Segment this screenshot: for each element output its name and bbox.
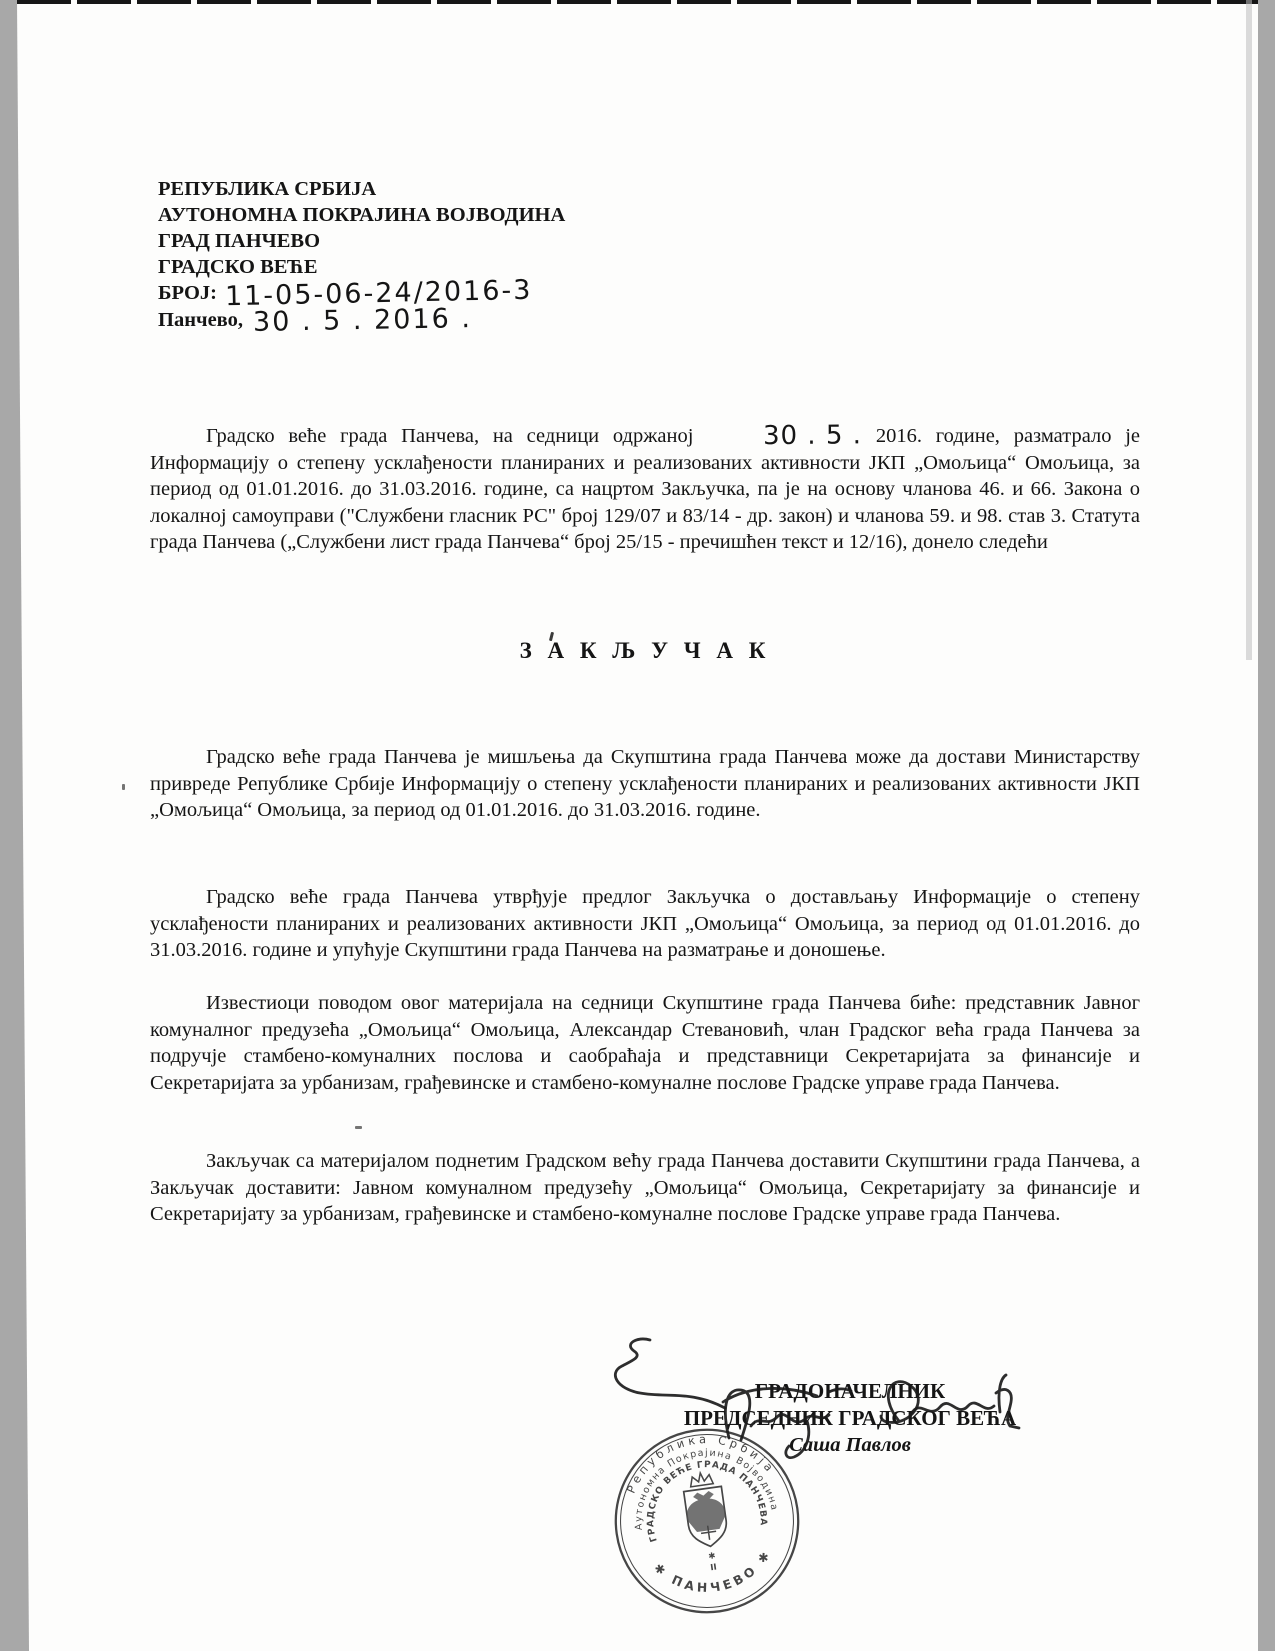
document-number-line bbox=[158, 274, 565, 313]
scan-edge-left bbox=[0, 0, 30, 1651]
signatory-name: Саша Павлов bbox=[789, 1434, 911, 1456]
stamp-bottom-text: ✱ ПАНЧЕВО ✱ bbox=[651, 1546, 775, 1596]
paragraph-opinion: Градско веће града Панчева је мишљења да Скупштина града Панчева може да достави Министарству привреде Републике Србије Информацију о степену усклађености планираних и реализованих активности ЈКП „Омољица“ Омољица, за период од 01.01.2016. до 31.03.2016. године. bbox=[150, 746, 1140, 821]
stamp-inner-ring-text: ГРАДСКО ВЕЋЕ ГРАДА ПАНЧЕВА bbox=[646, 1460, 768, 1543]
letterhead-line-province: АУТОНОМНА ПОКРАЈИНА ВОЈВОДИНА bbox=[158, 204, 566, 226]
signatory-title-council-president: ПРЕДСЕДНИК ГРАДСКОГ ВЕЋА bbox=[683, 1406, 1017, 1430]
paragraph-rapporteurs: Известиоци поводом овог материјала на седници Скупштине града Панчева биће: представник Јавног комуналног предузећа „Омољица“ Омољица, Александар Стевановић, члан Градског већа града Панчева за подручје стамбено-комуналних послова и саобраћаја и представници Секретаријата за финансије и Секретаријата за урбанизам, грађевинске и стамбено-комуналне послове Градске управе града Панчева. bbox=[150, 992, 1140, 1094]
signature-stroke bbox=[881, 1382, 918, 1423]
signature-stroke bbox=[615, 1339, 725, 1408]
paragraph-proposal: Градско веће града Панчева утврђује предлог Закључка о достављању Информације о степену усклађености планираних и реализованих активности ЈКП „Омољица“ Омољица, за период од 01.01.2016. до 31.03.2016. године и упућује Скупштини града Панчева на разматрање и доношење. bbox=[150, 886, 1140, 961]
letterhead-line-republic: РЕПУБЛИКА СРБИЈА bbox=[158, 178, 377, 200]
signature-stroke bbox=[751, 1414, 829, 1457]
signatory-title-mayor: ГРАДОНАЧЕЛНИК bbox=[754, 1379, 946, 1403]
paragraph-intro bbox=[150, 420, 1141, 556]
intro-before-date: Градско веће града Панчева, на седници одржаној bbox=[206, 425, 694, 447]
signature-stroke bbox=[911, 1403, 994, 1414]
letterhead bbox=[158, 176, 566, 338]
scan-edge-right bbox=[1258, 0, 1275, 1651]
handwritten-number: 11-05-06-24/2016-3 bbox=[224, 274, 533, 313]
document-title: З А К Љ У Ч А К bbox=[519, 638, 771, 663]
signature-stroke bbox=[829, 1389, 851, 1392]
handwritten-signature bbox=[593, 1320, 1023, 1480]
letterhead-line-council: ГРАДСКО ВЕЋЕ bbox=[158, 256, 318, 278]
signature-stroke bbox=[723, 1388, 817, 1440]
stamp-outer-ring-text: Република Србија bbox=[623, 1431, 779, 1496]
stamp-copy-number: II bbox=[709, 1562, 718, 1574]
scan-edge-top bbox=[17, 0, 1258, 4]
intro-after-date: 2016. године, разматрало је Информацију о степену усклађености планираних и реализованих активности ЈКП „Омољица“ Омољица, за период од 01.01.2016. до 31.03.2016. године, са нацртом Закључка, па је на основу чланова 46. и 66. Закона о локалној самоуправи ("Службени гласник РС" број 129/07 и 83/14 - др. закон) и чланова 59. и 98. став 3. Статута града Панчева („Службени лист града Панчева“ број 25/15 - пречишћен текст и 12/16), донело следећи bbox=[150, 425, 1141, 553]
stamp-center-star: ✱ bbox=[707, 1551, 717, 1563]
handwritten-date: 30 . 5 . 2016 . bbox=[252, 303, 473, 338]
number-label: БРОЈ: bbox=[158, 282, 217, 304]
handwritten-session-date: 30 . 5 . bbox=[763, 420, 863, 452]
ink-speck bbox=[355, 1126, 362, 1129]
ink-speck bbox=[122, 784, 125, 790]
place-label: Панчево, bbox=[158, 309, 243, 331]
stamp-middle-ring-text: Аутономна Покрајина Војводина bbox=[633, 1447, 780, 1531]
signature-stroke bbox=[996, 1375, 1019, 1428]
coat-of-arms-icon bbox=[681, 1470, 730, 1549]
letterhead-line-city: ГРАД ПАНЧЕВО bbox=[158, 230, 321, 252]
scan-streak bbox=[1246, 0, 1252, 660]
paragraph-distribution: Закључак са материјалом поднетим Градском већу града Панчева доставити Скупштини града Панчева, а Закључак доставити: Јавном комуналном предузећу „Омољица“ Омољица, Секретаријату за финансије и Секретаријату за урбанизам, грађевинске и стамбено-комуналне послове Градске управе града Панчева. bbox=[150, 1150, 1140, 1225]
place-date-line bbox=[158, 303, 565, 338]
